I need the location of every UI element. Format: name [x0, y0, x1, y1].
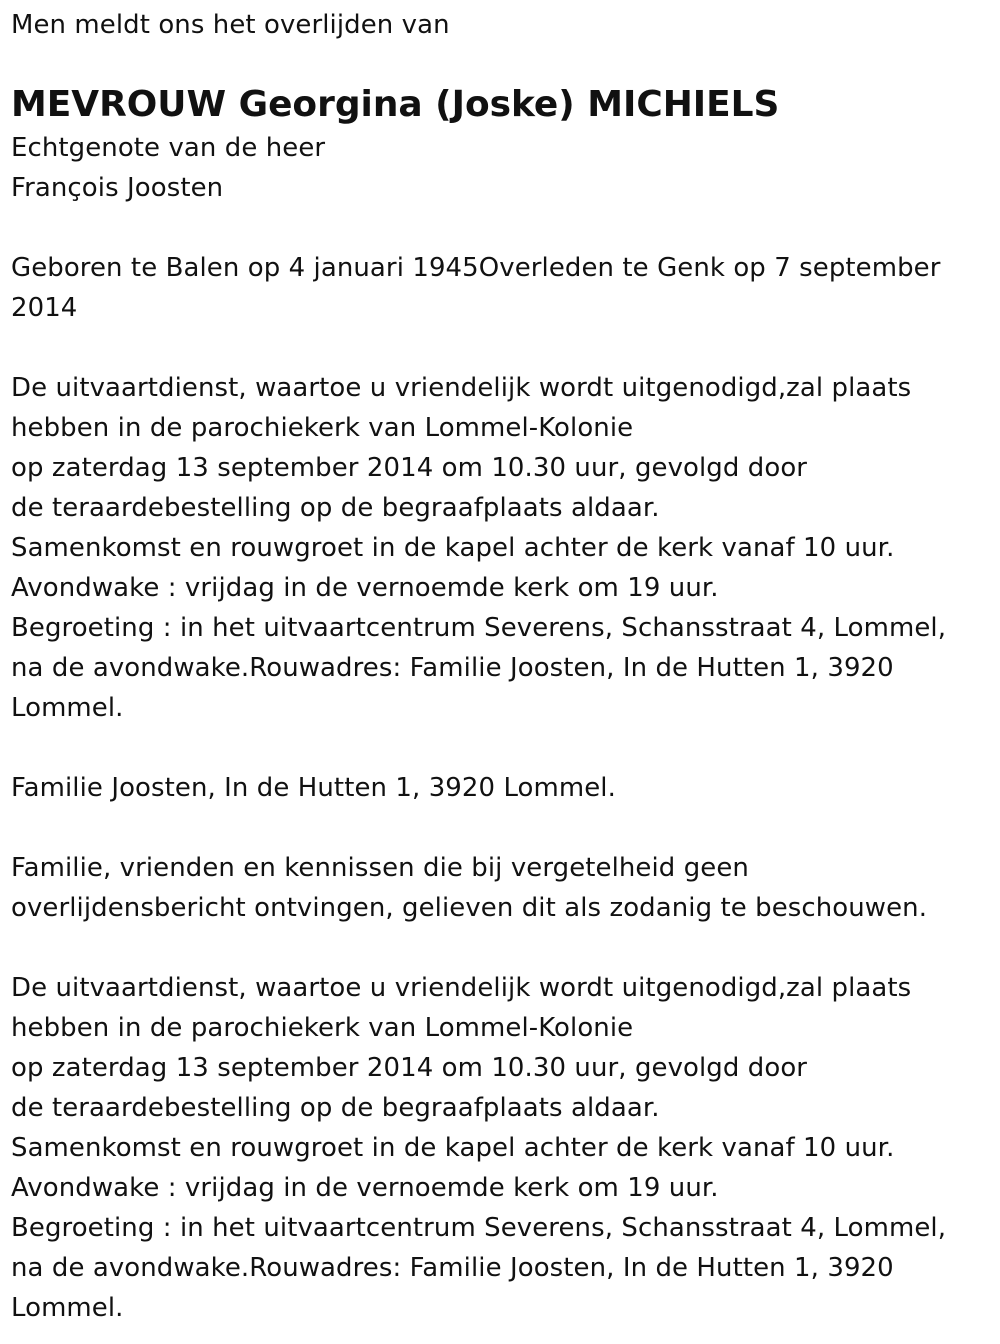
ceremony-line: na de avondwake.Rouwadres: Familie Joosten, In de Hutten 1, 3920 — [11, 1253, 894, 1283]
notice-block — [11, 848, 991, 928]
ceremony-line: Begroeting : in het uitvaartcentrum Severens, Schansstraat 4, Lommel, — [11, 613, 947, 643]
mourning-address: Familie Joosten, In de Hutten 1, 3920 Lommel. — [11, 773, 616, 803]
intro-line: Men meldt ons het overlijden van — [11, 10, 450, 40]
paragraph-gap — [11, 928, 991, 968]
ceremony-line: Lommel. — [11, 693, 124, 723]
ceremony-line: de teraardebestelling op de begraafplaats aldaar. — [11, 1093, 660, 1123]
ceremony-line: Avondwake : vrijdag in de vernoemde kerk om 19 uur. — [11, 573, 719, 603]
spouse-line: Echtgenote van de heer — [11, 133, 326, 163]
paragraph-gap — [11, 728, 991, 768]
ceremony-line: De uitvaartdienst, waartoe u vriendelijk wordt uitgenodigd,zal plaats — [11, 973, 912, 1003]
ceremony-block-2 — [11, 968, 991, 1328]
ceremony-line: na de avondwake.Rouwadres: Familie Joosten, In de Hutten 1, 3920 — [11, 653, 894, 683]
ceremony-line: op zaterdag 13 september 2014 om 10.30 uur, gevolgd door — [11, 1053, 808, 1083]
birth-death-line: Geboren te Balen op 4 januari 1945Overleden te Genk op 7 september — [11, 253, 941, 283]
notice-line: Familie, vrienden en kennissen die bij vergetelheid geen — [11, 853, 749, 883]
ceremony-line: op zaterdag 13 september 2014 om 10.30 uur, gevolgd door — [11, 453, 808, 483]
ceremony-block-1 — [11, 368, 991, 728]
birth-death-block — [11, 248, 991, 328]
paragraph-gap — [11, 808, 991, 848]
paragraph-gap — [11, 208, 991, 248]
notice-line: overlijdensbericht ontvingen, gelieven dit als zodanig te beschouwen. — [11, 893, 928, 923]
ceremony-line: Samenkomst en rouwgroet in de kapel achter de kerk vanaf 10 uur. — [11, 533, 895, 563]
ceremony-line: de teraardebestelling op de begraafplaats aldaar. — [11, 493, 660, 523]
ceremony-line: Avondwake : vrijdag in de vernoemde kerk om 19 uur. — [11, 1173, 719, 1203]
spouse-block — [11, 128, 991, 208]
ceremony-line: Lommel. — [11, 1293, 124, 1323]
deceased-name: MEVROUW Georgina (Joske) MICHIELS — [11, 84, 780, 125]
ceremony-line: De uitvaartdienst, waartoe u vriendelijk wordt uitgenodigd,zal plaats — [11, 373, 912, 403]
ceremony-line: hebben in de parochiekerk van Lommel-Kolonie — [11, 413, 634, 443]
birth-death-line: 2014 — [11, 293, 78, 323]
paragraph-gap — [11, 328, 991, 368]
ceremony-line: Begroeting : in het uitvaartcentrum Severens, Schansstraat 4, Lommel, — [11, 1213, 947, 1243]
spouse-line: François Joosten — [11, 173, 224, 203]
obituary-document — [11, 0, 991, 1328]
ceremony-line: hebben in de parochiekerk van Lommel-Kolonie — [11, 1013, 634, 1043]
ceremony-line: Samenkomst en rouwgroet in de kapel achter de kerk vanaf 10 uur. — [11, 1133, 895, 1163]
